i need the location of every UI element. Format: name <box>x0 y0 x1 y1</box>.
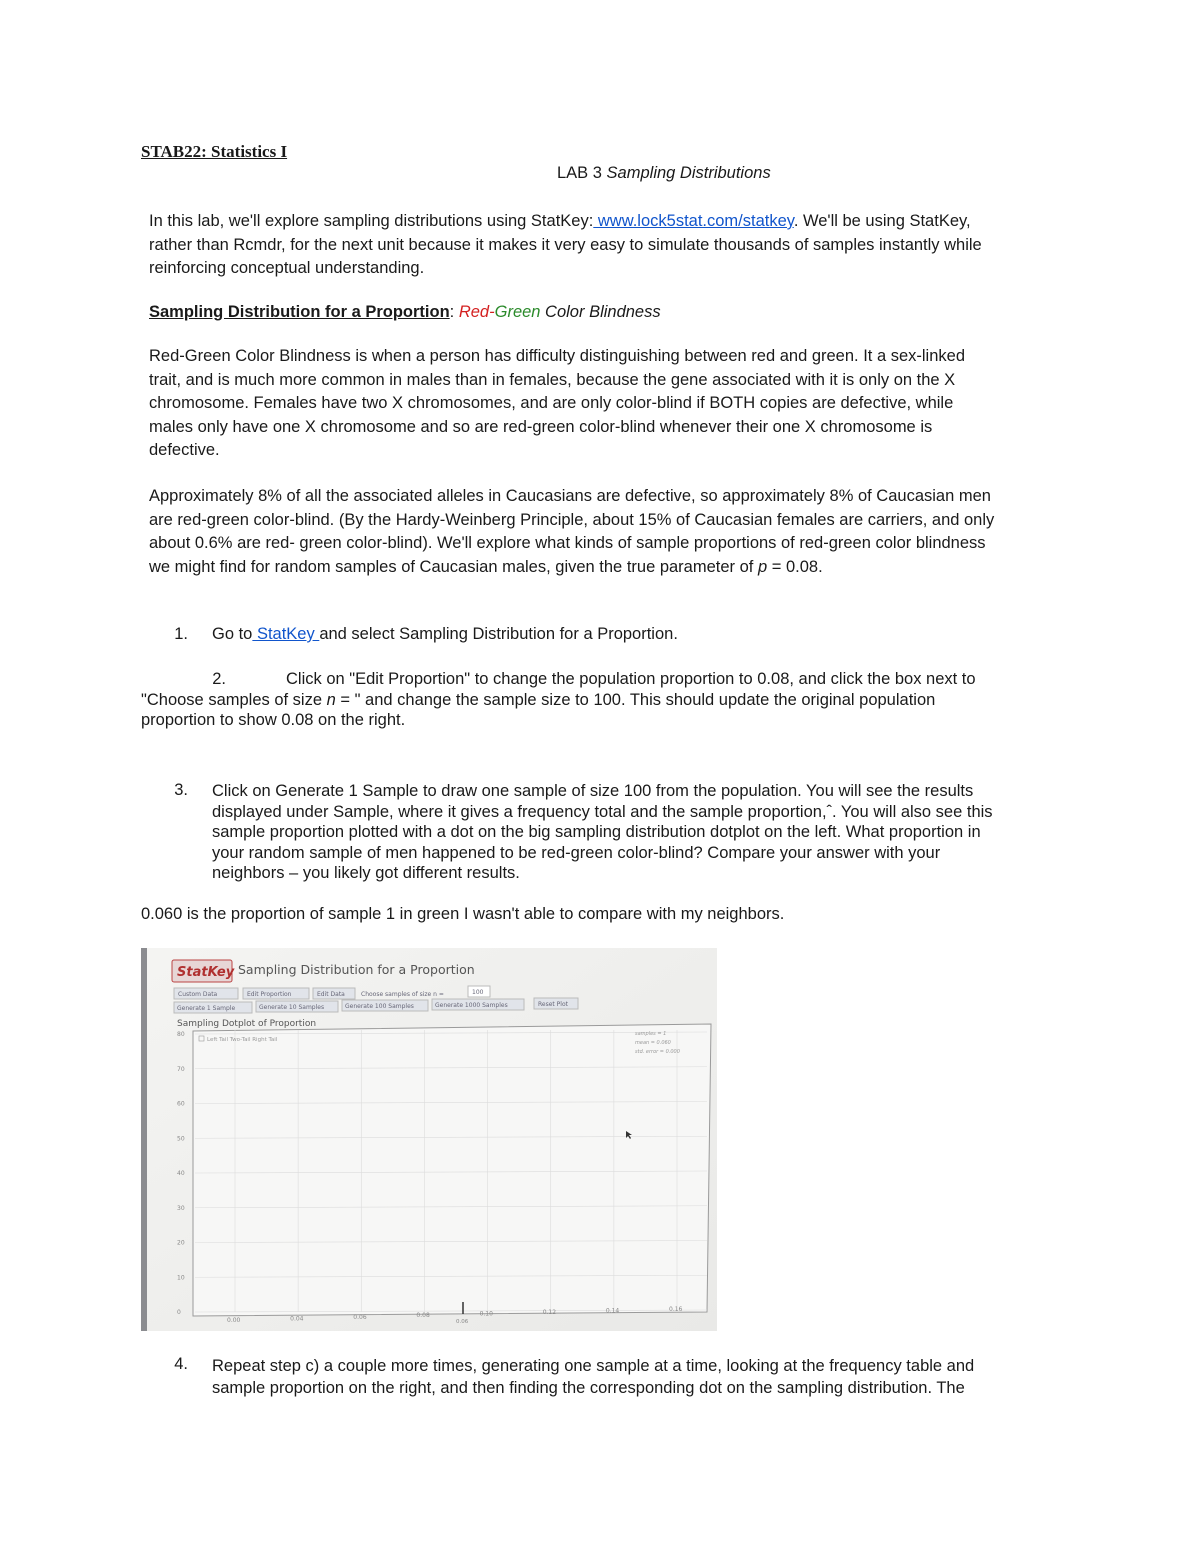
statkey-logo: StatKey <box>177 965 235 980</box>
x-tick-label: 0.00 <box>227 1317 241 1324</box>
generate-1000-button[interactable]: Generate 1000 Samples <box>435 1002 508 1009</box>
section-heading: Sampling Distribution for a Proportion: Red-Green Color Blindness <box>149 303 661 321</box>
edit-proportion-button[interactable]: Edit Proportion <box>247 991 292 998</box>
course-title: STAB22: Statistics I <box>141 142 288 161</box>
generate-100-button[interactable]: Generate 100 Samples <box>345 1003 414 1010</box>
color-blindness-paragraph: Red-Green Color Blindness is when a person has difficulty distinguishing between red and green. It a sex-linked trait, and is much more common in males than in females, because the gene associated with it is only on the X chromosome. Females have two X chromosomes, and are only color-blind if BOTH copies are defective, while males only have one X chromosome and so are red-green color-blind whenever their one X chromosome is defective. <box>149 347 965 459</box>
step-3-number: 3. <box>174 781 188 799</box>
statkey-title: Sampling Distribution for a Proportion <box>238 962 475 977</box>
y-tick-label: 30 <box>177 1204 185 1212</box>
x-tick-label: 0.08 <box>416 1312 430 1320</box>
stat-std-error: std. error = 0.000 <box>635 1049 680 1055</box>
y-tick-label: 20 <box>177 1239 185 1247</box>
tail-options[interactable]: Left Tail Two-Tail Right Tail <box>207 1037 278 1043</box>
plot-title: Sampling Dotplot of Proportion <box>177 1019 317 1029</box>
y-tick-label: 10 <box>177 1274 185 1282</box>
edit-data-button[interactable]: Edit Data <box>317 991 345 998</box>
y-tick-label: 60 <box>177 1100 185 1108</box>
step-2-number: 2. <box>212 670 226 688</box>
sample-size-label: Choose samples of size n = <box>361 991 444 998</box>
step-4-text: Repeat step c) a couple more times, generating one sample at a time, looking at the frequency table and sample proportion on the right, and then finding the corresponding dot on the sampling distribution. The <box>212 1357 975 1397</box>
y-tick-label: 40 <box>177 1170 185 1177</box>
y-tick-label: 80 <box>177 1031 185 1038</box>
y-tick-label: 0 <box>177 1309 181 1316</box>
lab-title: LAB 3 Sampling Distributions <box>557 164 771 182</box>
step-4-number: 4. <box>174 1355 188 1373</box>
x-tick-label: 0.12 <box>542 1309 557 1316</box>
x-tick-label: 0.04 <box>290 1315 304 1323</box>
statkey-link-2[interactable]: StatKey <box>252 625 320 643</box>
x-tick-label: 0.14 <box>605 1307 620 1315</box>
stat-samples: samples = 1 <box>635 1031 667 1037</box>
intro-paragraph: In this lab, we'll explore sampling distributions using StatKey: www.lock5stat.com/statkey. We'll be using StatKey, rather than Rcmdr, for the next unit because it makes it very easy to simulate thousands of samples instantly while reinforcing conceptual understanding. <box>149 212 982 277</box>
reset-plot-button[interactable]: Reset Plot <box>538 1001 568 1008</box>
statkey-link[interactable]: www.lock5stat.com/statkey <box>593 212 794 230</box>
generate-10-button[interactable]: Generate 10 Samples <box>259 1004 325 1011</box>
y-tick-label: 70 <box>177 1065 185 1073</box>
custom-data-button[interactable]: Custom Data <box>178 991 218 998</box>
y-tick-label: 50 <box>177 1135 185 1143</box>
student-answer: 0.060 is the proportion of sample 1 in green I wasn't able to compare with my neighbors. <box>141 905 785 923</box>
sample-size-input[interactable]: 100 <box>472 989 484 996</box>
step-2-text: 2. Click on "Edit Proportion" to change the population proportion to 0.08, and click the box next to "Choose samples of size n = " and change the sample size to 100. This should update the original population proportion to show 0.08 on the right. <box>141 670 976 729</box>
statkey-screenshot-photo <box>141 948 717 1331</box>
statkey-screenshot-svg <box>141 948 717 1331</box>
approximately-paragraph: Approximately 8% of all the associated alleles in Caucasians are defective, so approximately 8% of Caucasian men are red-green color-blind. (By the Hardy-Weinberg Principle, about 15% of Caucasian females are carriers, and only about 0.6% are red- green color-blind). We'll explore what kinds of sample proportions of red-green color blindness we might find for random samples of Caucasian males, given the true parameter of p = 0.08. <box>149 487 995 576</box>
stat-mean: mean = 0.060 <box>635 1040 671 1046</box>
step-1-number: 1. <box>174 625 188 643</box>
x-tick-label: 0.16 <box>669 1305 683 1313</box>
sample-marker-label: 0.06 <box>456 1319 469 1325</box>
x-tick-label: 0.10 <box>479 1310 493 1318</box>
generate-1-button[interactable]: Generate 1 Sample <box>177 1005 236 1012</box>
x-tick-label: 0.06 <box>353 1313 367 1321</box>
step-3-text: Click on Generate 1 Sample to draw one sample of size 100 from the population. You will see the results displayed under Sample, where it gives a frequency total and the sample proportion,ˆ. You will also see this sample proportion plotted with a dot on the big sampling distribution dotplot on the left. What proportion in your random sample of men happened to be red-green color-blind? Compare your answer with your neighbors – you likely got different results. <box>212 782 993 882</box>
step-1-text: Go to StatKey and select Sampling Distribution for a Proportion. <box>212 625 678 643</box>
